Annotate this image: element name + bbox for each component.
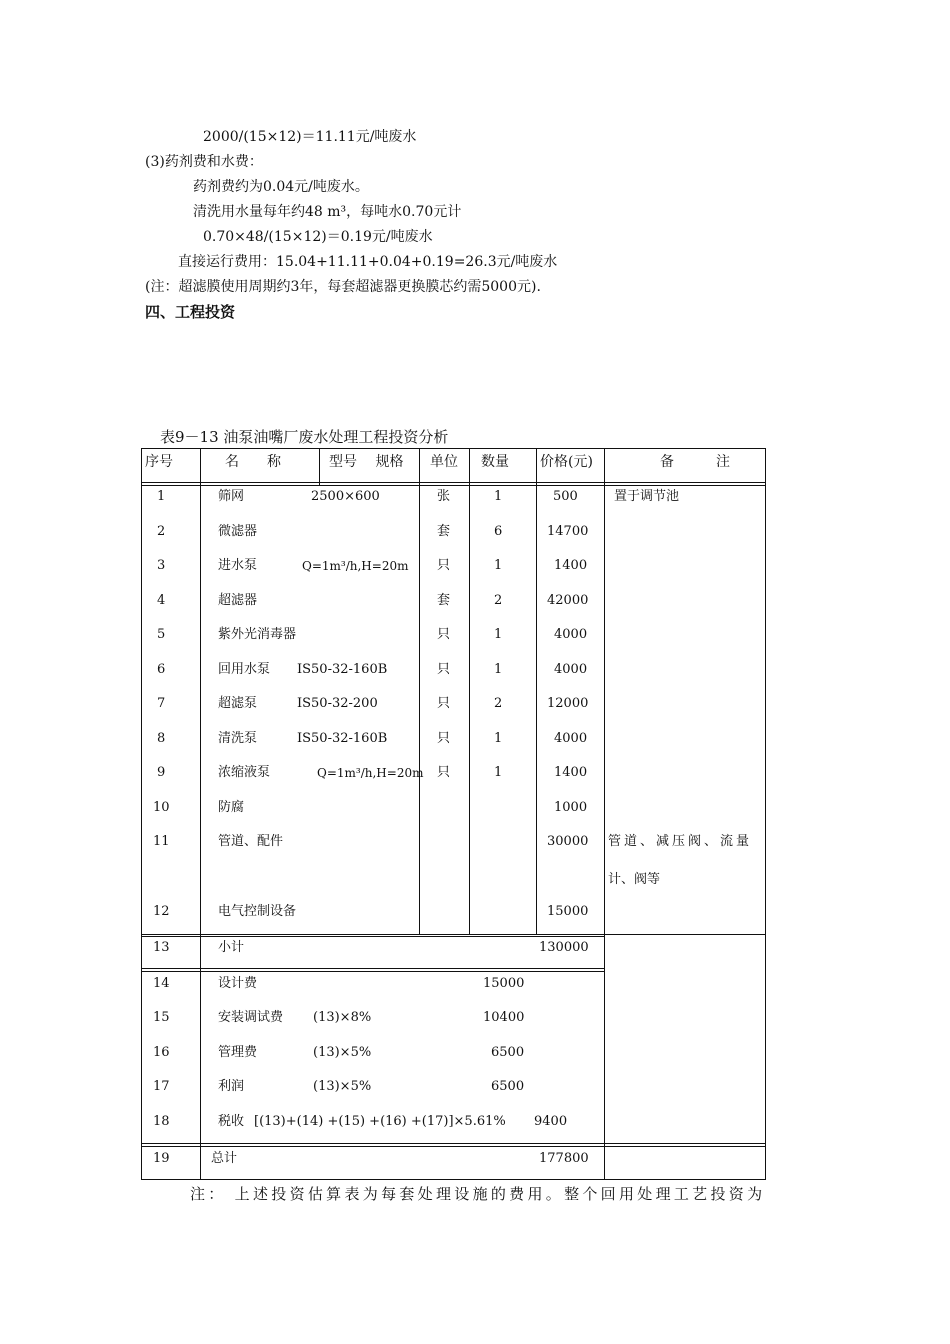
table-caption: 表9－13 油泵油嘴厂废水处理工程投资分析 [160,428,449,446]
header-qty: 数量 [481,454,509,470]
header-model: 型号 规格 [329,454,404,470]
header-remark: 备 注 [660,454,730,470]
water-cost-formula-line: 0.70×48/(15×12)＝0.19元/吨废水 [203,229,433,245]
membrane-note-line: (注：超滤膜使用周期约3年，每套超滤器更换膜芯约需5000元). [145,279,541,295]
investment-table: 序号 名 称 型号 规格 单位 数量 价格(元) 备 注 1 筛网 2500×600 张 1 500 置于调节池 2 微滤器 套 6 14700 3 进水泵 Q=1m³/h,H=20m 只 1 1400 4 超滤器 套 2 42000 5 紫外光消毒器 只 1 4000 6 回用水泵 IS50-32-160B 只 1 4000 7 超滤泵 IS50-32-200 只 2 12000 8 清洗泵 IS50-32-160B 只 1 4000 9 浓缩液泵 Q=1m³/h,H=20m 只 1 1400 10 防腐 1000 11 管道、配件 30000 管道、减压阀、流量 计、阀等 12 电气控制设备 15000 13 小计 130000 14 设计费 15000 15 安装调试费 (13)×8% 10400 16 管理费 (13)×5% 6500 17 利润 (13)×5% 6500 18 税收 [(13)+(14) +(15) +(16) +(17)]×5.61% 9400 19 总计 177800 [141,448,766,1180]
header-unit: 单位 [430,454,458,470]
direct-cost-line: 直接运行费用：15.04+11.11+0.04+0.19=26.3元/吨废水 [178,254,558,270]
subsection-heading: (3)药剂费和水费： [145,154,263,170]
header-price: 价格(元) [540,454,593,470]
chemical-cost-line: 药剂费约为0.04元/吨废水。 [193,179,369,195]
section-heading: 四、工程投资 [145,303,236,321]
cost-formula-line: 2000/(15×12)＝11.11元/吨废水 [203,129,417,145]
footnote: 注： 上述投资估算表为每套处理设施的费用。整个回用处理工艺投资为 [190,1185,766,1203]
header-name: 名 称 [225,454,281,470]
header-no: 序号 [145,454,173,470]
water-usage-line: 清洗用水量每年约48 m³，每吨水0.70元计 [193,204,462,220]
